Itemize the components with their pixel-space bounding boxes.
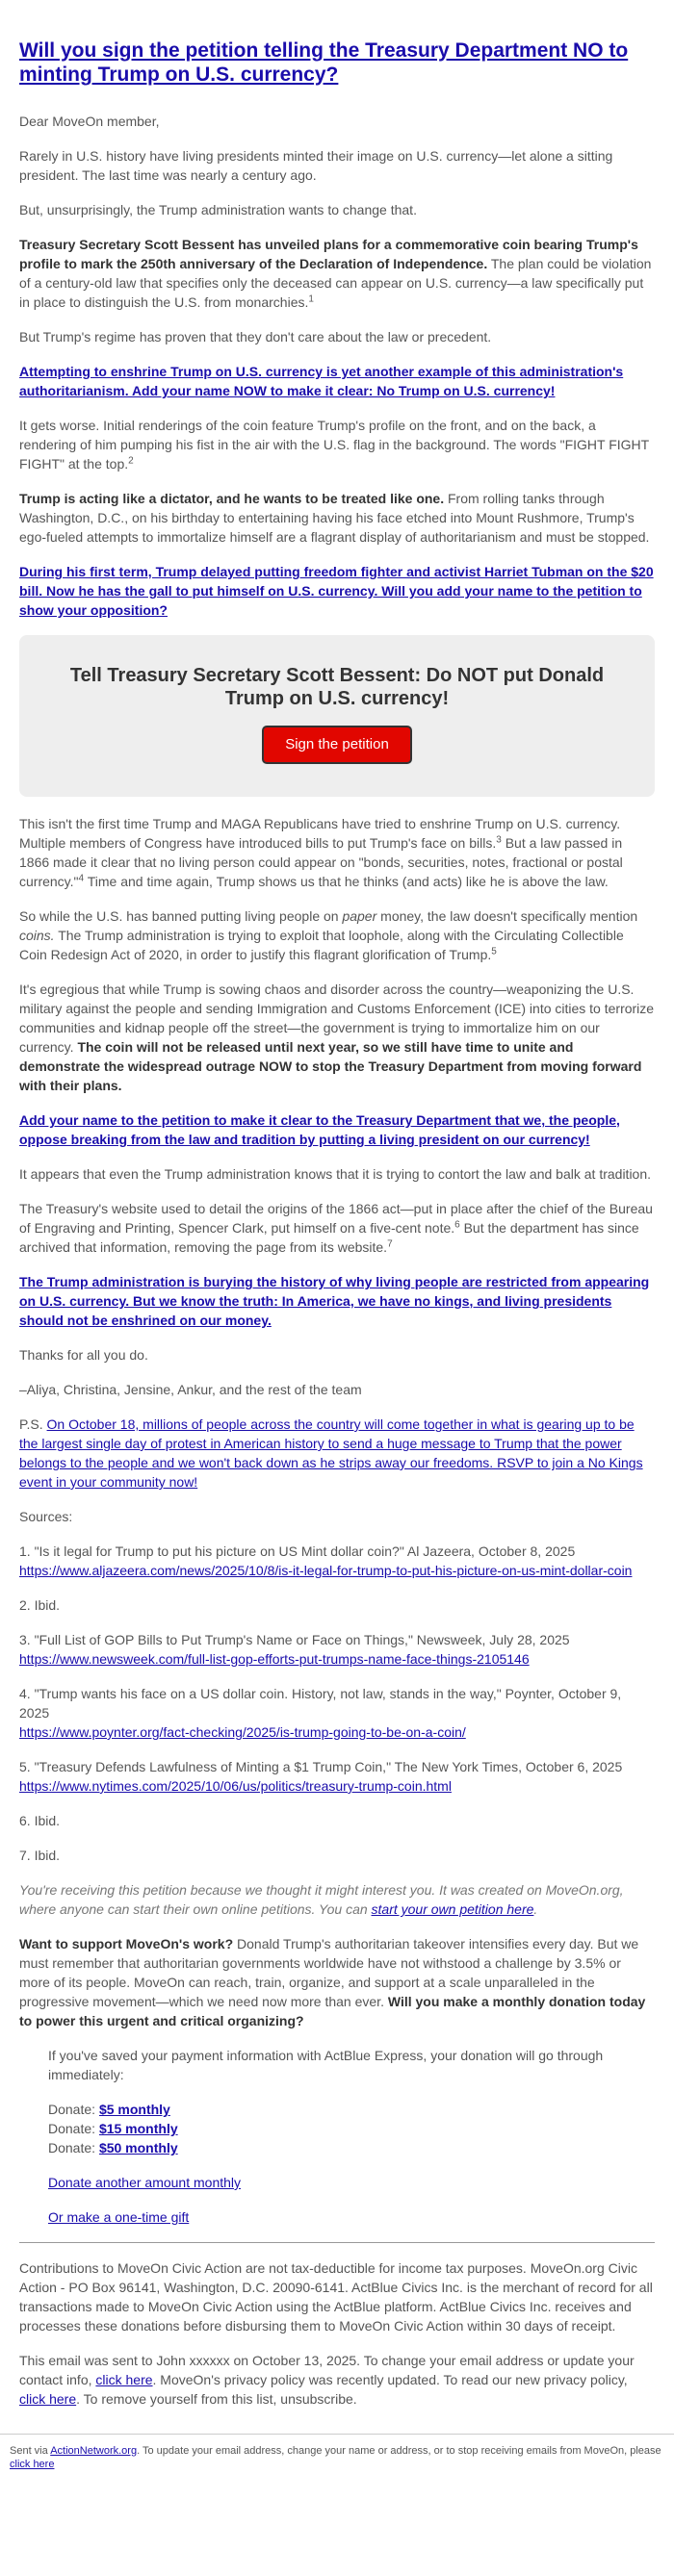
paragraph-change: But, unsurprisingly, the Trump administration wants to change that. [19, 202, 417, 217]
monthly-donations [48, 2100, 626, 2157]
support-text: Donald Trump's authoritarian takeover intensifies every day. But we must remember that authoritarian governments worldwide have not withstood a challenge by 3.5% or more of its people. MoveOn can reach, train, organize, and support at a scale unparalleled in the progressive movement—which we need now more than ever. [19, 1936, 639, 2009]
source-item [19, 1542, 655, 1580]
loophole-text-b: money, the law doesn't specifically mention [376, 908, 638, 924]
sent-text-c: . To remove yourself from this list, unsubscribe. [76, 2391, 357, 2407]
thanks-text: Thanks for all you do. [19, 1347, 148, 1363]
loophole-em-coins: coins. [19, 928, 55, 943]
legal-text: Contributions to MoveOn Civic Action are not tax-deductible for income tax purposes. MoveOn.org Civic Action - PO Box 96141, Washington, D.C. 20090-6141. ActBlue Civics Inc. is the merchant of record for all transactions made to MoveOn Civic Action using the ActBlue platform. ActBlue Civics Inc. receives and processes these donations before disbursing them to MoveOn Civic Action within 30 days of receipt. [19, 2260, 653, 2334]
paragraph-worse [19, 416, 655, 473]
first-time-text-a: This isn't the first time Trump and MAGA Republicans have tried to enshrine Trump on U.S. currency. Multiple members of Congress have introduced bills to put Trump's face on bills. [19, 816, 621, 851]
donate-50-link[interactable]: $50 monthly [98, 2140, 178, 2155]
receiving-text-b: . [533, 1901, 538, 1917]
support-bold-2: Will you make a monthly donation today to power this urgent and critical organizing? [19, 1994, 646, 2028]
bessent-bold-text: Treasury Secretary Scott Bessent has unveiled plans for a commemorative coin bearing Trump's profile to mark the 250th anniversary of the Declaration of Independence. [19, 237, 638, 271]
receiving-text-a: You're receiving this petition because we thought it might interest you. It was created on MoveOn.org, where anyone can start their own online petitions. You can [19, 1882, 624, 1917]
signoff-text: –Aliya, Christina, Jensine, Ankur, and the rest of the team [19, 1382, 362, 1397]
paragraph-dictator [19, 489, 655, 547]
support-paragraph [19, 1934, 655, 2030]
treasury-text-b: But the department has since archived that information, removing the page from its website. [19, 1220, 639, 1255]
action-network-footer [0, 2434, 674, 2481]
headline-link[interactable]: Will you sign the petition telling the Treasury Department NO to minting Trump on U.S. currency? [19, 39, 629, 86]
paragraph-contort: It appears that even the Trump administration knows that it is trying to contort the law and balk at tradition. [19, 1166, 652, 1182]
source-url[interactable]: https://www.newsweek.com/full-list-gop-efforts-put-trumps-name-face-things-2105146 [19, 1651, 530, 1667]
update-contact-link[interactable]: click here [95, 2372, 153, 2387]
petition-link-4[interactable]: The Trump administration is burying the history of why living people are restricted from appearing on U.S. currency. But we know the truth: In America, we have no kings, and living presidents should not be enshrined on our money. [19, 1274, 650, 1328]
donate-block [19, 2046, 655, 2227]
privacy-policy-link[interactable]: click here [19, 2391, 77, 2407]
paragraph-precedent: But Trump's regime has proven that they don't care about the law or precedent. [19, 329, 492, 344]
paragraph-intro: Rarely in U.S. history have living presidents minted their image on U.S. currency—let alone a sitting president. The last time was nearly a century ago. [19, 148, 613, 183]
receiving-notice [19, 1880, 655, 1919]
egregious-text: It's egregious that while Trump is sowing chaos and disorder across the country—weaponizing the U.S. military against the people and sending Immigration and Customs Enforcement (ICE) into cities to terrorize communities and kidnap people off the street—the government is trying to immortalize him on our currency. [19, 982, 655, 1055]
dictator-bold-text: Trump is acting like a dictator, and he wants to be treated like one. [19, 491, 445, 506]
footnote-ref-7: 7 [387, 1238, 393, 1250]
support-bold-1: Want to support MoveOn's work? [19, 1936, 234, 1951]
start-petition-link[interactable]: start your own petition here [371, 1901, 534, 1917]
footer-text-b: . To update your email address, change your name or address, or to stop receiving emails from MoveOn, please [137, 2445, 661, 2457]
treasury-text-a: The Treasury's website used to detail the origins of the 1866 act—put in place after the chief of the Bureau of Engraving and Printing, Spencer Clark, put himself on a five-cent note. [19, 1201, 653, 1236]
worse-text: It gets worse. Initial renderings of the coin feature Trump's profile on the front, and on the back, a rendering of him pumping his fist in the air with the U.S. flag in the background. The words "FIGHT FIGHT FIGHT" at the top. [19, 418, 649, 472]
donate-5-link[interactable]: $5 monthly [98, 2102, 170, 2117]
paragraph-egregious [19, 980, 655, 1095]
donate-prefix: Donate: [48, 2140, 99, 2155]
cta-title: Tell Treasury Secretary Scott Bessent: Do NOT put Donald Trump on U.S. currency! [69, 665, 605, 709]
footnote-ref-4: 4 [78, 873, 85, 884]
cta-box [19, 635, 655, 797]
greeting: Dear MoveOn member, [19, 114, 160, 129]
source-text: 1. "Is it legal for Trump to put his picture on US Mint dollar coin?" Al Jazeera, October 8, 2025 [19, 1543, 576, 1559]
sources-label: Sources: [19, 1509, 73, 1524]
source-text: 6. Ibid. [19, 1813, 61, 1828]
donate-line [48, 2119, 626, 2138]
source-text: 3. "Full List of GOP Bills to Put Trump's Name or Face on Things," Newsweek, July 28, 2025 [19, 1632, 570, 1647]
donate-once-link[interactable]: Or make a one-time gift [48, 2209, 190, 2225]
source-text: 2. Ibid. [19, 1597, 61, 1613]
petition-link-paragraph-2 [19, 562, 655, 620]
loophole-text-c: The Trump administration is trying to exploit that loophole, along with the Circulating Collectible Coin Redesign Act of 2020, in order to justify this flagrant glorification of Trump. [19, 928, 624, 962]
first-time-text-c: Time and time again, Trump shows us that he thinks (and acts) like he is above the law. [84, 874, 609, 889]
petition-link-1[interactable]: Attempting to enshrine Trump on U.S. currency is yet another example of this administration's authoritarianism. Add your name NOW to make it clear: No Trump on U.S. currency! [19, 364, 624, 398]
source-item [19, 1630, 655, 1669]
footnote-ref-3: 3 [496, 834, 502, 846]
paragraph-bessent [19, 235, 655, 312]
action-network-link[interactable]: ActionNetwork.org [50, 2445, 138, 2457]
actblue-text: If you've saved your payment information with ActBlue Express, your donation will go through immediately: [48, 2048, 604, 2082]
sent-text-b: . MoveOn's privacy policy was recently updated. To read our new privacy policy, [152, 2372, 628, 2387]
donate-prefix: Donate: [48, 2102, 99, 2117]
source-item [19, 1757, 655, 1796]
donate-once-paragraph [48, 2207, 626, 2227]
sent-notice [19, 2351, 655, 2409]
donate-line [48, 2138, 626, 2157]
divider [19, 2242, 655, 2243]
source-url[interactable]: https://www.nytimes.com/2025/10/06/us/politics/treasury-trump-coin.html [19, 1778, 452, 1794]
source-item [19, 1684, 655, 1742]
loophole-em-paper: paper [342, 908, 377, 924]
paragraph-first-time [19, 814, 655, 891]
source-text: 4. "Trump wants his face on a US dollar coin. History, not law, stands in the way," Poynter, October 9, 2025 [19, 1686, 622, 1721]
footer-text-a: Sent via [10, 2445, 51, 2457]
bessent-rest-text: The plan could be violation of a century-old law that specifies only the deceased can appear on U.S. currency—a law specifically put in place to distinguish the U.S. from monarchies. [19, 256, 652, 310]
source-item [19, 1811, 655, 1830]
donate-other-paragraph [48, 2173, 626, 2192]
paragraph-loophole [19, 906, 655, 964]
egregious-bold-text: The coin will not be released until next year, so we still have time to unite and demonstrate the widespread outrage NOW to stop the Treasury Department from moving forward with their plans. [19, 1039, 642, 1093]
sent-text-a: This email was sent to John xxxxxx on October 13, 2025. To change your email address or update your contact info, [19, 2353, 635, 2387]
donate-other-link[interactable]: Donate another amount monthly [48, 2175, 242, 2190]
petition-link-2[interactable]: During his first term, Trump delayed putting freedom fighter and activist Harriet Tubman on the $20 bill. Now he has the gall to put himself on U.S. currency. Will you add your name to the petition to show your opposition? [19, 564, 654, 618]
source-url[interactable]: https://www.poynter.org/fact-checking/2025/is-trump-going-to-be-on-a-coin/ [19, 1724, 466, 1740]
source-url[interactable]: https://www.aljazeera.com/news/2025/10/8/is-it-legal-for-trump-to-put-his-picture-on-us-mint-dollar-coin [19, 1563, 633, 1578]
no-kings-rsvp-link[interactable]: On October 18, millions of people across the country will come together in what is gearing up to be the largest single day of protest in American history to send a huge message to Trump that the power belongs to the people and we won't back down as he strips away our freedoms. RSVP to join a No Kings event in your community now! [19, 1416, 643, 1490]
petition-link-paragraph-4 [19, 1272, 655, 1330]
footnote-ref-6: 6 [454, 1219, 460, 1231]
loophole-text-a: So while the U.S. has banned putting living people on [19, 908, 343, 924]
footnote-ref-5: 5 [491, 946, 497, 957]
ps-prefix: P.S. [19, 1416, 47, 1432]
petition-link-3[interactable]: Add your name to the petition to make it clear to the Treasury Department that we, the people, oppose breaking from the law and tradition by putting a living president on our currency! [19, 1112, 620, 1147]
footer-click-here-link[interactable]: click here [10, 2459, 55, 2470]
source-item [19, 1846, 655, 1865]
footnote-ref-2: 2 [128, 455, 134, 467]
postscript [19, 1415, 655, 1492]
petition-link-paragraph-3 [19, 1110, 655, 1149]
footnote-ref-1: 1 [308, 293, 314, 305]
first-time-text-b: But a law passed in 1866 made it clear that no living person could appear on "bonds, securities, notes, fractional or postal currency." [19, 835, 623, 889]
paragraph-treasury-website [19, 1199, 655, 1257]
donate-prefix: Donate: [48, 2121, 99, 2136]
donate-15-link[interactable]: $15 monthly [98, 2121, 178, 2136]
source-item [19, 1595, 655, 1615]
source-text: 7. Ibid. [19, 1848, 61, 1863]
sign-petition-button[interactable]: Sign the petition [262, 726, 412, 764]
dictator-rest-text: From rolling tanks through Washington, D.C., on his birthday to entertaining having his face etched into Mount Rushmore, Trump's ego-fueled attempts to immortalize himself are a flagrant display of authoritarianism and must be stopped. [19, 491, 650, 545]
petition-link-paragraph-1 [19, 362, 655, 400]
donate-line [48, 2100, 626, 2119]
source-text: 5. "Treasury Defends Lawfulness of Minting a $1 Trump Coin," The New York Times, October 6, 2025 [19, 1759, 623, 1774]
